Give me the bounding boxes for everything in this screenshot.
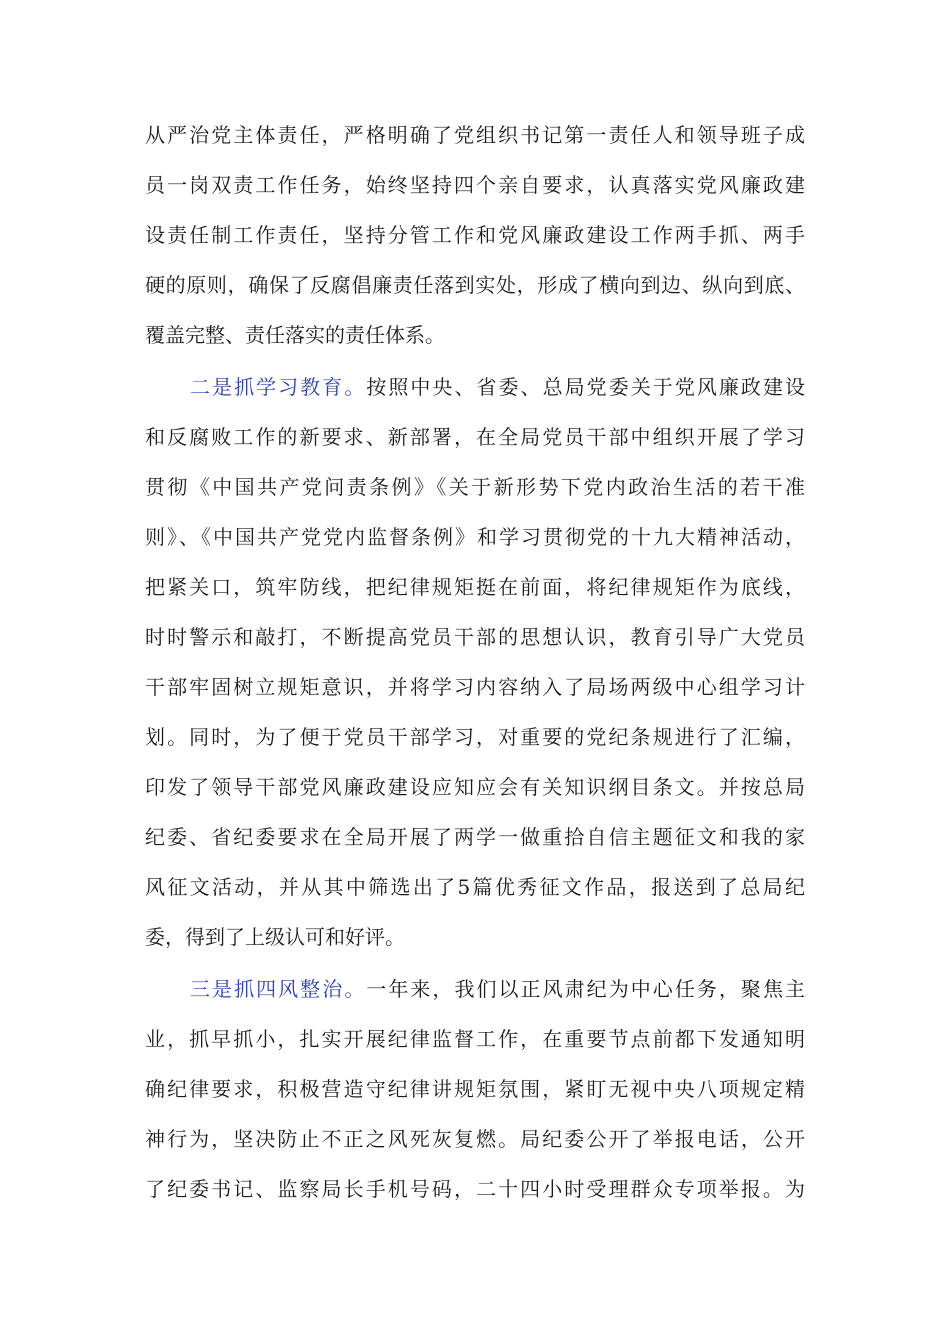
text-line: 干部牢固树立规矩意识，并将学习内容纳入了局场两级中心组学习计 bbox=[145, 675, 805, 699]
text-line: 委，得到了上级认可和好评。 bbox=[145, 925, 405, 949]
text-line: 划。同时，为了便于党员干部学习，对重要的党纪条规进行了汇编， bbox=[145, 725, 805, 749]
text-line: 时时警示和敲打，不断提高党员干部的思想认识，教育引导广大党员 bbox=[145, 625, 805, 649]
text-line: 贯彻《中国共产党问责条例》《关于新形势下党内政治生活的若干准 bbox=[145, 475, 805, 499]
text-line: 员一岗双责工作任务，始终坚持四个亲自要求，认真落实党风廉政建 bbox=[145, 173, 805, 197]
text-line: 了纪委书记、监察局长手机号码，二十四小时受理群众专项举报。为 bbox=[145, 1177, 805, 1201]
text-line: 设责任制工作责任，坚持分管工作和党风廉政建设工作两手抓、两手 bbox=[145, 223, 805, 247]
text-line: 和反腐败工作的新要求、新部署，在全局党员干部中组织开展了学习 bbox=[145, 425, 805, 449]
text-line: 把紧关口，筑牢防线，把纪律规矩挺在前面，将纪律规矩作为底线， bbox=[145, 575, 805, 599]
text-line: 业，抓早抓小，扎实开展纪律监督工作，在重要节点前都下发通知明 bbox=[145, 1027, 805, 1051]
text-line: 神行为，坚决防止不正之风死灰复燃。局纪委公开了举报电话，公开 bbox=[145, 1127, 805, 1151]
text-run: 按照中央、省委、总局党委关于党风廉政建设 bbox=[366, 375, 806, 399]
text-line: 纪委、省纪委要求在全局开展了两学一做重拾自信主题征文和我的家 bbox=[145, 825, 805, 849]
section-heading: 二是抓学习教育。 bbox=[190, 375, 367, 399]
text-line: 硬的原则，确保了反腐倡廉责任落到实处，形成了横向到边、纵向到底、 bbox=[145, 273, 805, 297]
text-line: 确纪律要求，积极营造守纪律讲规矩氛围，紧盯无视中央八项规定精 bbox=[145, 1077, 805, 1101]
section-heading: 三是抓四风整治。 bbox=[190, 977, 367, 1001]
text-line: 则》、《中国共产党党内监督条例》和学习贯彻党的十九大精神活动， bbox=[145, 525, 805, 549]
paragraph-first-line bbox=[190, 362, 805, 412]
text-run: 一年来，我们以正风肃纪为中心任务，聚焦主 bbox=[366, 977, 806, 1001]
text-line: 风征文活动，并从其中筛选出了5篇优秀征文作品，报送到了总局纪 bbox=[145, 875, 805, 899]
text-line: 印发了领导干部党风廉政建设应知应会有关知识纲目条文。并按总局 bbox=[145, 775, 805, 799]
text-line: 覆盖完整、责任落实的责任体系。 bbox=[145, 323, 445, 347]
text-line: 从严治党主体责任，严格明确了党组织书记第一责任人和领导班子成 bbox=[145, 123, 805, 147]
paragraph-first-line bbox=[190, 964, 805, 1014]
